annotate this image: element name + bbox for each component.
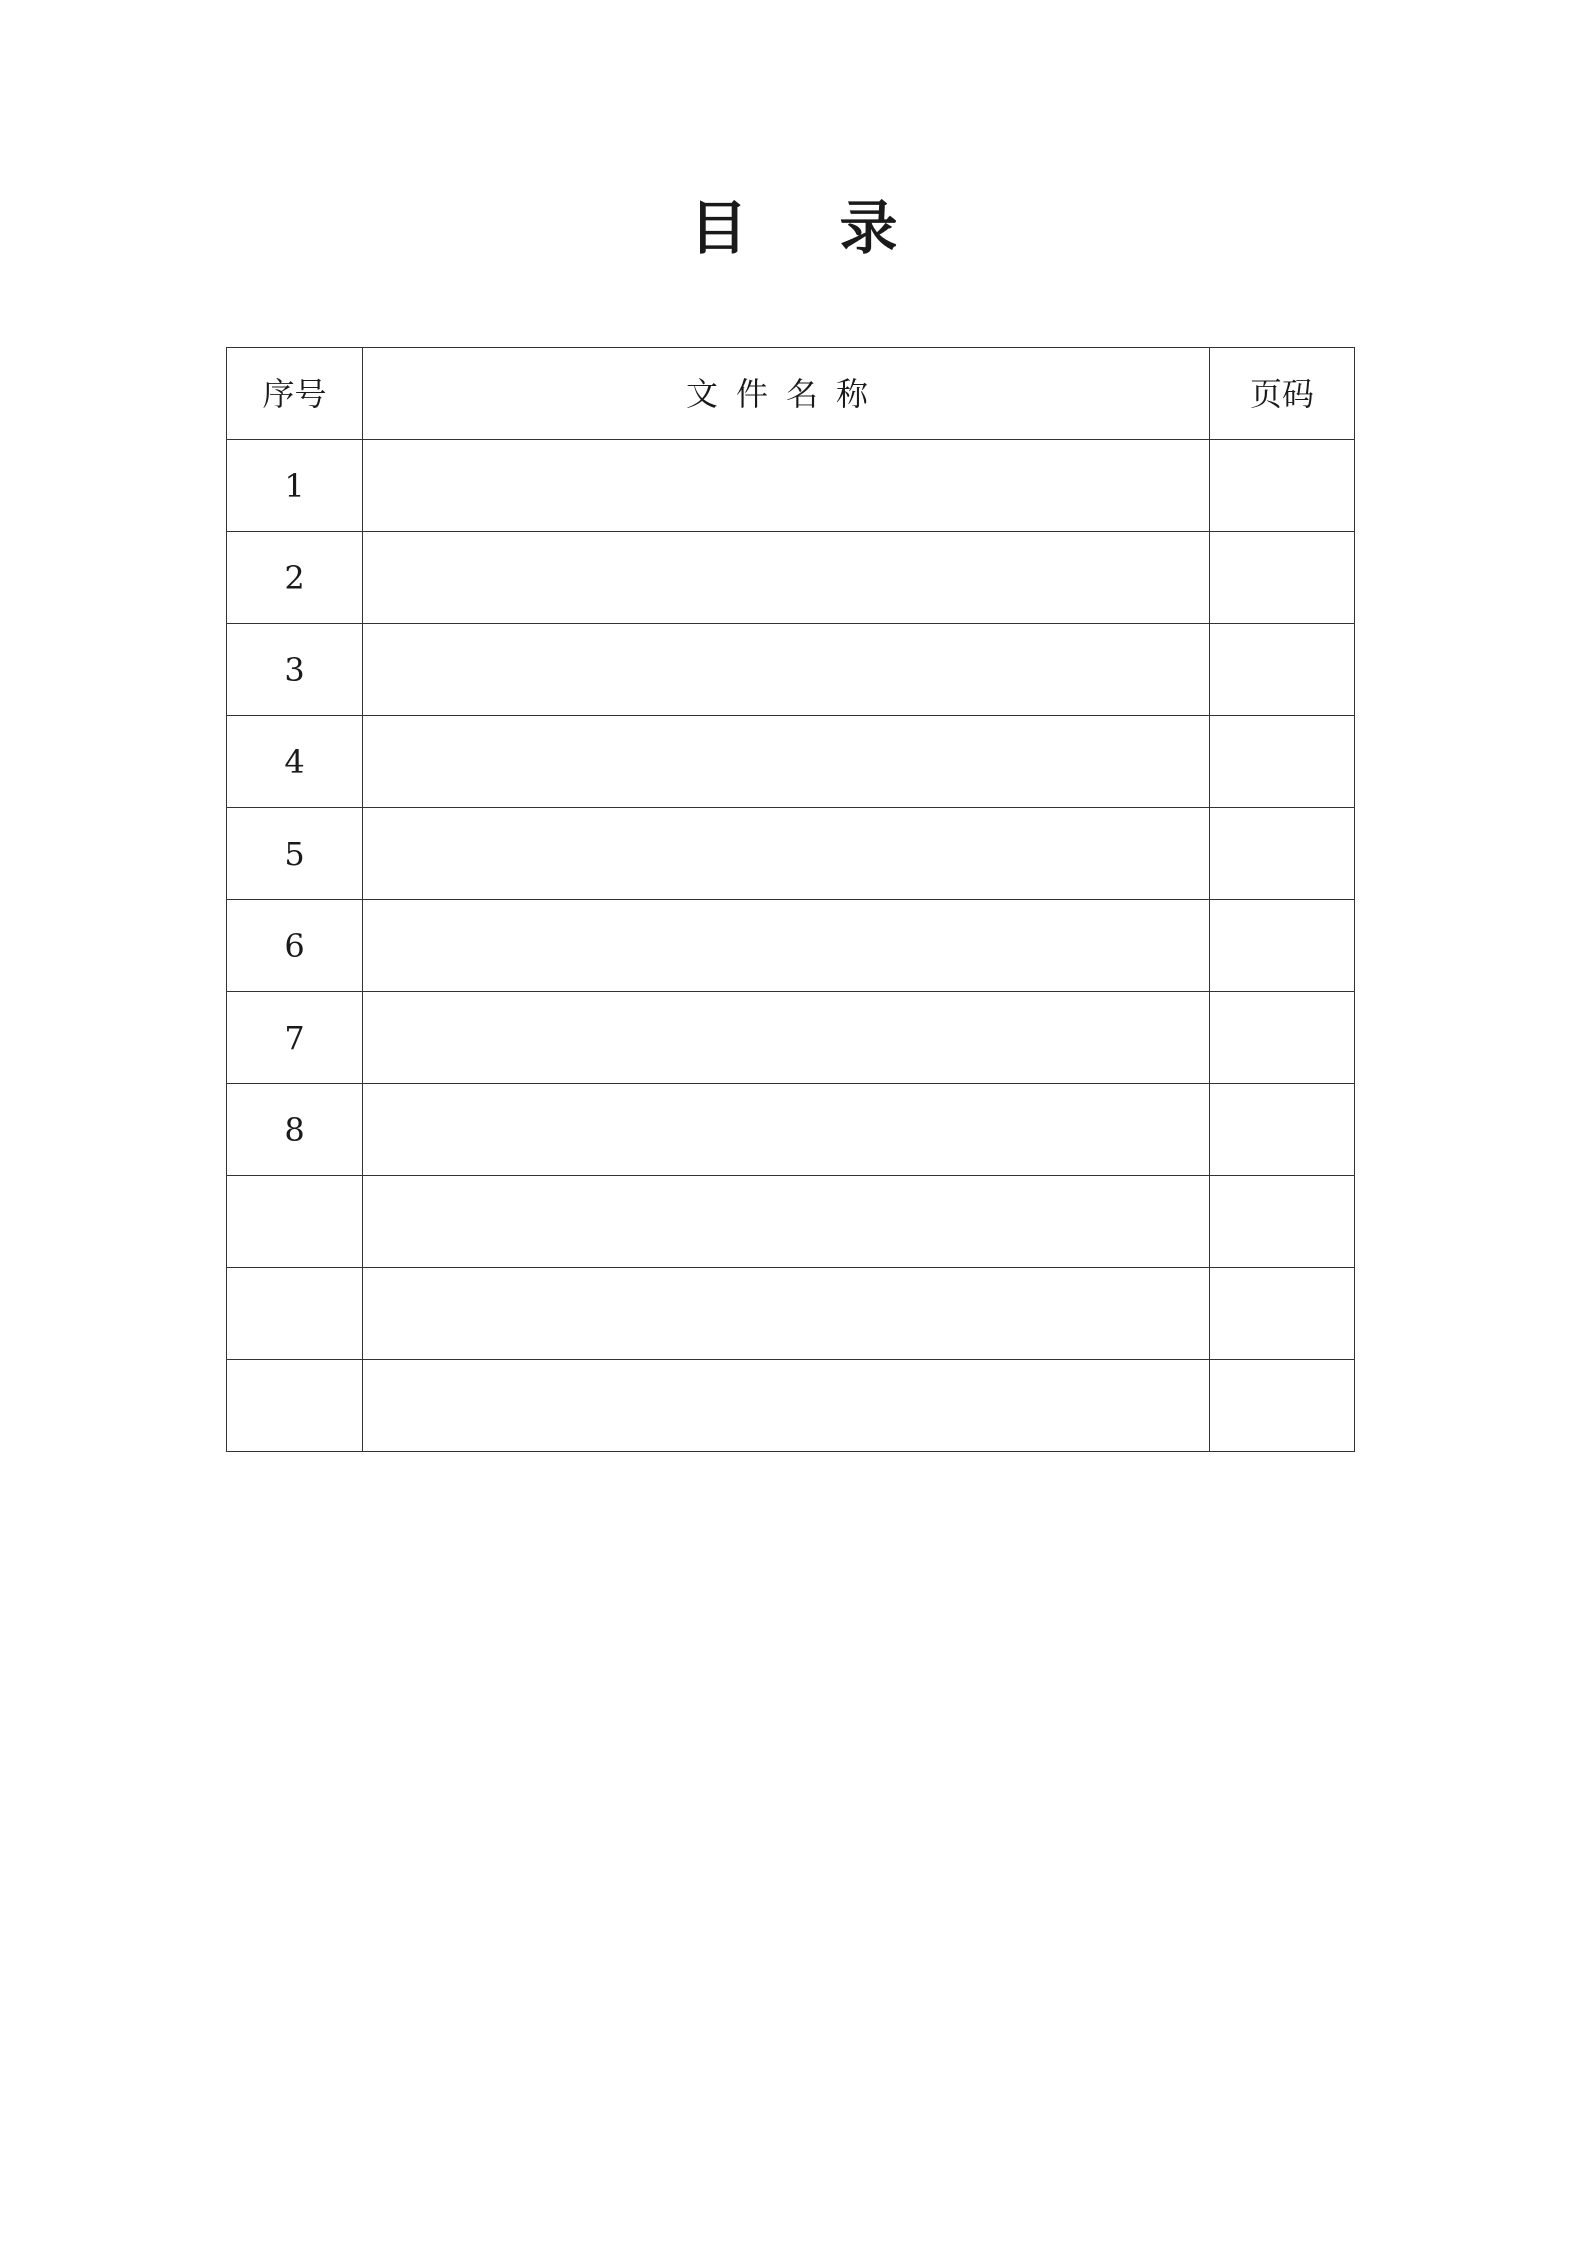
header-file-name: 文件名称 xyxy=(363,348,1210,440)
table-row xyxy=(227,716,1355,808)
row-file-name xyxy=(363,992,1210,1084)
header-page: 页码 xyxy=(1210,348,1355,440)
row-file-name xyxy=(363,1176,1210,1268)
row-page xyxy=(1210,716,1355,808)
row-page xyxy=(1210,532,1355,624)
table-row xyxy=(227,624,1355,716)
table-row xyxy=(227,532,1355,624)
row-page xyxy=(1210,624,1355,716)
row-number: 7 xyxy=(227,992,363,1084)
row-number: 6 xyxy=(227,900,363,992)
row-file-name xyxy=(363,716,1210,808)
table-row xyxy=(227,808,1355,900)
row-number xyxy=(227,1268,363,1360)
page-title-char-1: 目 xyxy=(689,194,748,262)
table-row xyxy=(227,1176,1355,1268)
page-title-char-2: 录 xyxy=(839,194,898,262)
row-file-name xyxy=(363,808,1210,900)
table-row xyxy=(227,440,1355,532)
row-file-name xyxy=(363,624,1210,716)
row-file-name xyxy=(363,900,1210,992)
row-page xyxy=(1210,1360,1355,1452)
table-row xyxy=(227,1268,1355,1360)
row-number: 8 xyxy=(227,1084,363,1176)
row-number: 2 xyxy=(227,532,363,624)
row-page xyxy=(1210,1268,1355,1360)
row-number: 4 xyxy=(227,716,363,808)
row-page xyxy=(1210,1176,1355,1268)
table-row xyxy=(227,1360,1355,1452)
row-file-name xyxy=(363,440,1210,532)
row-number xyxy=(227,1360,363,1452)
table-row xyxy=(227,1084,1355,1176)
header-number: 序号 xyxy=(227,348,363,440)
row-file-name xyxy=(363,1268,1210,1360)
row-number: 5 xyxy=(227,808,363,900)
row-page xyxy=(1210,900,1355,992)
row-page xyxy=(1210,1084,1355,1176)
row-page xyxy=(1210,440,1355,532)
row-page xyxy=(1210,992,1355,1084)
table-of-contents xyxy=(226,347,1355,1452)
row-file-name xyxy=(363,532,1210,624)
row-file-name xyxy=(363,1084,1210,1176)
table-row xyxy=(227,992,1355,1084)
row-page xyxy=(1210,808,1355,900)
row-file-name xyxy=(363,1360,1210,1452)
row-number: 3 xyxy=(227,624,363,716)
row-number xyxy=(227,1176,363,1268)
table-header-row xyxy=(227,348,1355,440)
row-number: 1 xyxy=(227,440,363,532)
table-row xyxy=(227,900,1355,992)
page-title xyxy=(0,188,1587,268)
